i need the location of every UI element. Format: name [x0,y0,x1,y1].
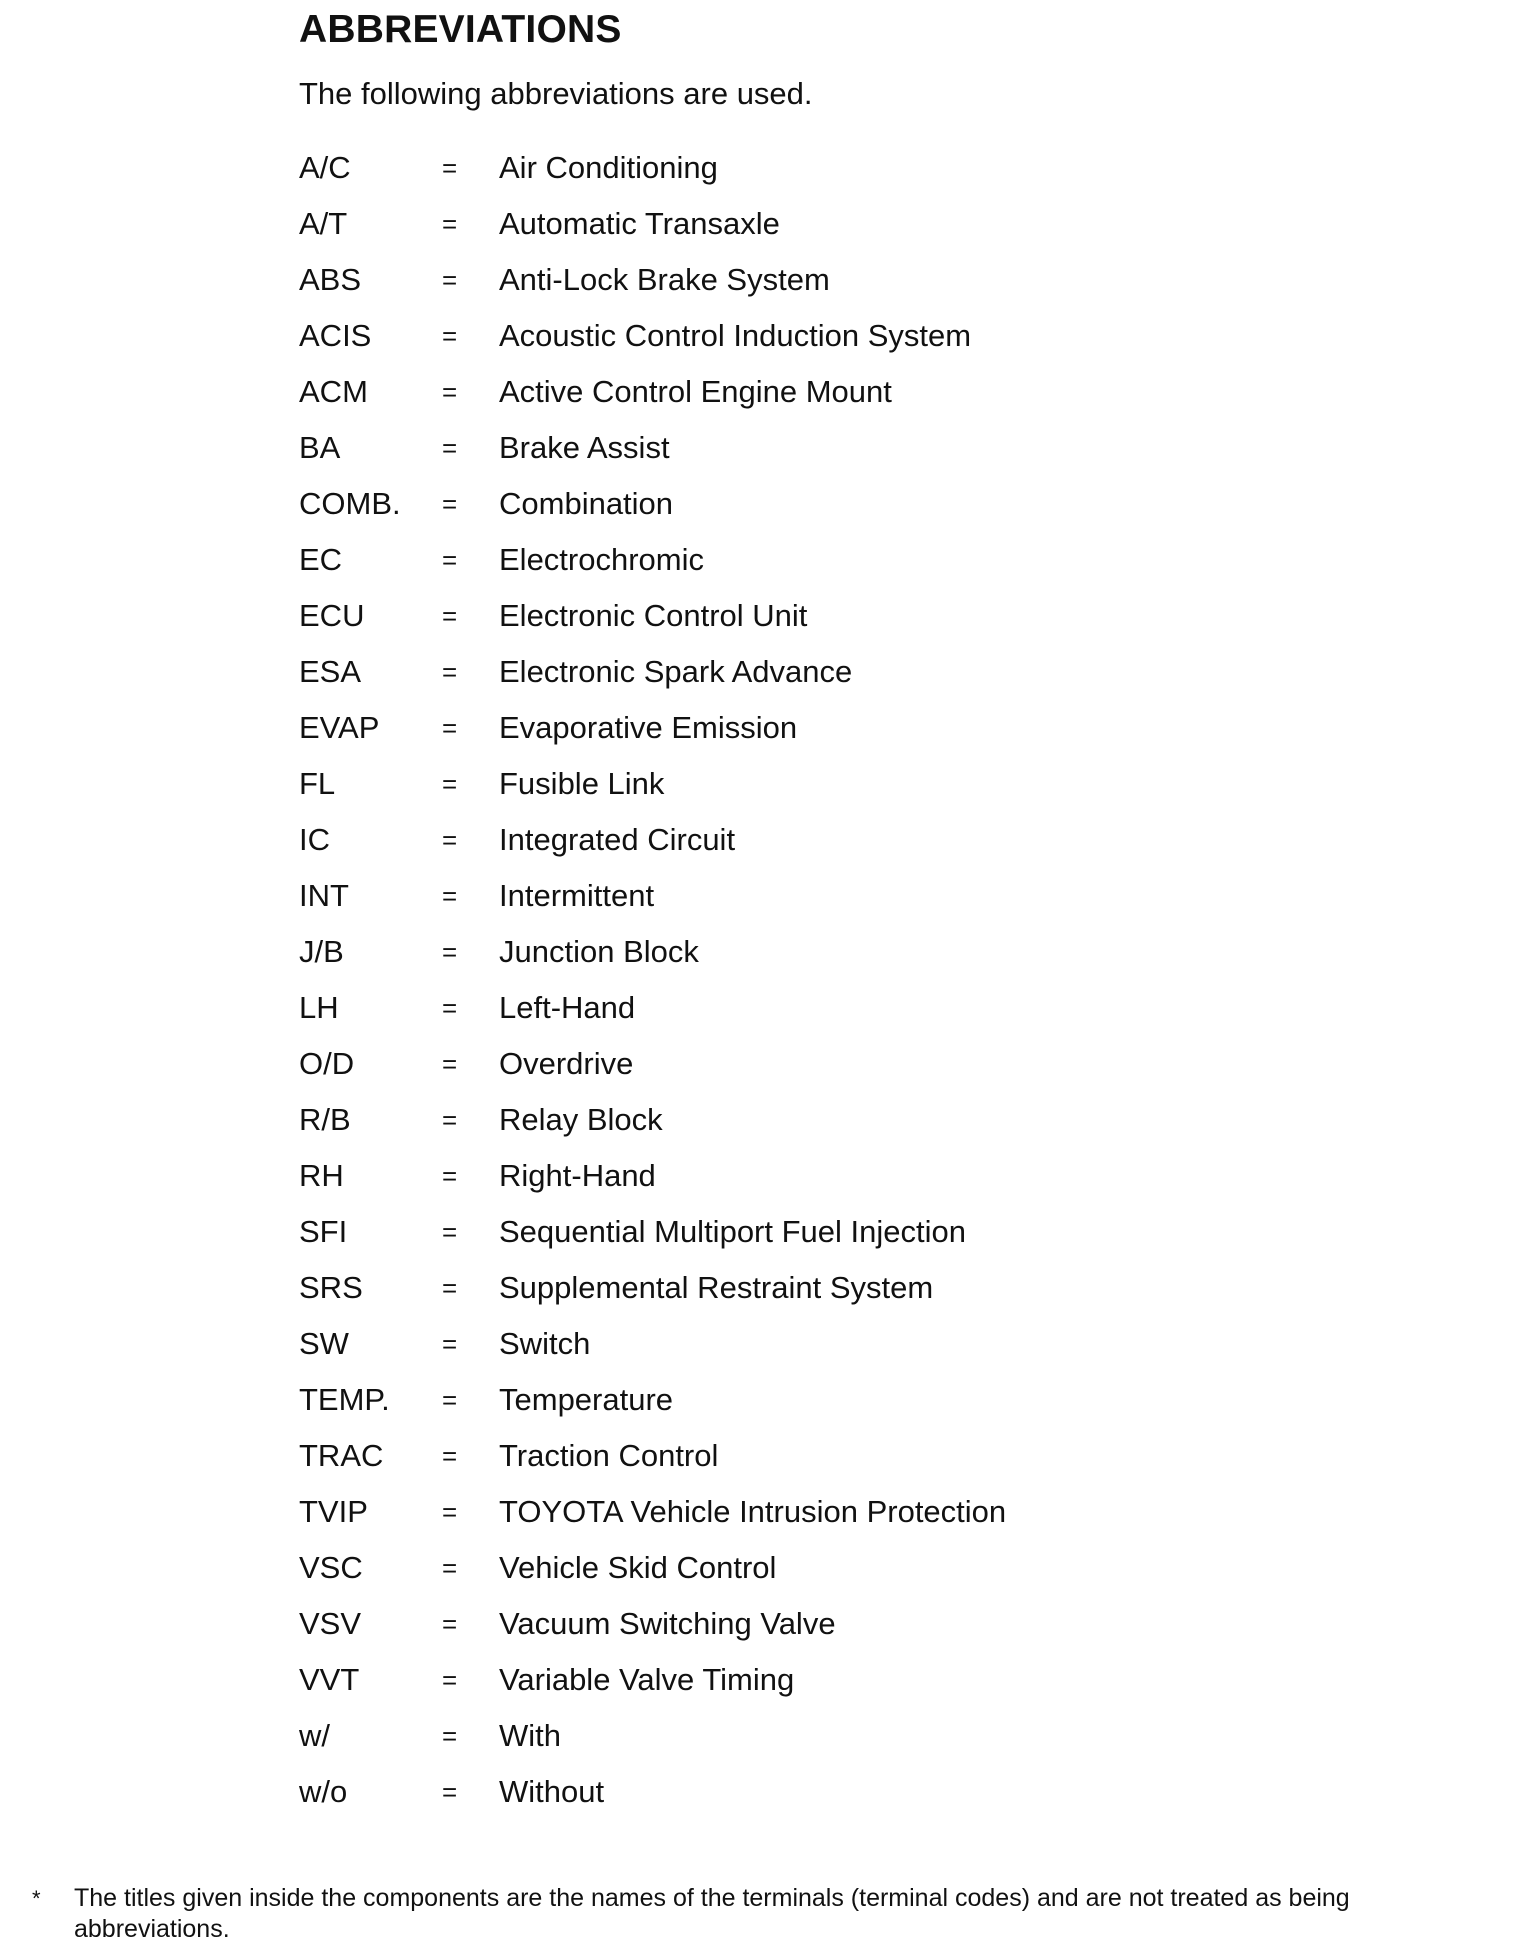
abbreviation-row [299,812,1006,868]
abbreviation-row [299,1204,1006,1260]
abbreviation-row [299,1092,1006,1148]
abbreviation-term: ESA [299,654,362,689]
equals-sign: = [442,1608,458,1639]
abbreviation-term: ACM [299,374,368,409]
abbreviation-term: VSC [299,1550,363,1585]
abbreviation-term: A/T [299,206,348,241]
abbreviation-term: RH [299,1158,344,1193]
abbreviation-definition: Sequential Multiport Fuel Injection [499,1214,966,1249]
abbreviation-definition: Electrochromic [499,542,704,577]
abbreviation-term: O/D [299,1046,355,1081]
abbreviation-row [299,476,1006,532]
equals-sign: = [442,824,458,855]
abbreviation-term: IC [299,822,330,857]
abbreviation-term: EVAP [299,710,380,745]
abbreviation-row [299,1764,1006,1820]
equals-sign: = [442,768,458,799]
abbreviation-definition: With [499,1718,561,1753]
abbreviation-term: SFI [299,1214,348,1249]
abbreviation-row [299,1596,1006,1652]
equals-sign: = [442,1496,458,1527]
equals-sign: = [442,208,458,239]
abbreviation-definition: Combination [499,486,674,521]
footnote-asterisk: * [32,1886,41,1911]
abbreviation-term: TEMP. [299,1382,390,1417]
footnote-text: The titles given inside the components are the names of the terminals (terminal codes) and are not treated as being abbreviations. [74,1884,1350,1943]
abbreviation-row [299,1372,1006,1428]
abbreviation-term: ABS [299,262,362,297]
abbreviation-row [299,1260,1006,1316]
abbreviation-row [299,1652,1006,1708]
equals-sign: = [442,1720,458,1751]
abbreviation-definition: Evaporative Emission [499,710,798,745]
abbreviation-term: COMB. [299,486,401,521]
abbreviation-term: w/o [299,1774,348,1809]
abbreviation-definition: TOYOTA Vehicle Intrusion Protection [499,1494,1007,1529]
abbreviation-definition: Integrated Circuit [499,822,736,857]
intro-text: The following abbreviations are used. [299,76,813,111]
equals-sign: = [442,1272,458,1303]
abbreviation-list [299,140,1006,1820]
abbreviation-row [299,1540,1006,1596]
equals-sign: = [442,1664,458,1695]
abbreviation-term: VVT [299,1662,360,1697]
equals-sign: = [442,1440,458,1471]
abbreviation-definition: Right-Hand [499,1158,656,1193]
equals-sign: = [442,1048,458,1079]
equals-sign: = [442,1328,458,1359]
abbreviation-definition: Supplemental Restraint System [499,1270,934,1305]
equals-sign: = [442,1552,458,1583]
abbreviation-term: J/B [299,934,344,969]
abbreviation-row [299,364,1006,420]
equals-sign: = [442,376,458,407]
equals-sign: = [442,600,458,631]
abbreviation-definition: Variable Valve Timing [499,1662,795,1697]
abbreviation-definition: Vacuum Switching Valve [499,1606,836,1641]
abbreviation-term: FL [299,766,336,801]
abbreviation-row [299,980,1006,1036]
equals-sign: = [442,432,458,463]
equals-sign: = [442,544,458,575]
abbreviation-row [299,252,1006,308]
abbreviation-row [299,1708,1006,1764]
equals-sign: = [442,1384,458,1415]
abbreviation-term: INT [299,878,349,913]
equals-sign: = [442,152,458,183]
abbreviation-row [299,700,1006,756]
abbreviation-row [299,1148,1006,1204]
abbreviation-definition: Electronic Control Unit [499,598,808,633]
abbreviation-row [299,1316,1006,1372]
abbreviation-row [299,420,1006,476]
abbreviation-term: TVIP [299,1494,368,1529]
abbreviation-definition: Overdrive [499,1046,634,1081]
abbreviation-row [299,140,1006,196]
abbreviation-row [299,868,1006,924]
equals-sign: = [442,1776,458,1807]
equals-sign: = [442,1160,458,1191]
abbreviation-row [299,588,1006,644]
equals-sign: = [442,992,458,1023]
abbreviation-row [299,532,1006,588]
abbreviation-definition: Vehicle Skid Control [499,1550,777,1585]
abbreviation-definition: Without [499,1774,605,1809]
abbreviation-definition: Switch [499,1326,591,1361]
abbreviation-definition: Temperature [499,1382,674,1417]
abbreviation-definition: Acoustic Control Induction System [499,318,972,353]
abbreviation-term: EC [299,542,343,577]
equals-sign: = [442,656,458,687]
abbreviation-row [299,924,1006,980]
abbreviation-term: VSV [299,1606,362,1641]
abbreviation-definition: Anti-Lock Brake System [499,262,830,297]
abbreviation-row [299,1036,1006,1092]
abbreviation-term: R/B [299,1102,351,1137]
abbreviation-definition: Junction Block [499,934,699,969]
abbreviation-definition: Relay Block [499,1102,663,1137]
equals-sign: = [442,712,458,743]
equals-sign: = [442,1104,458,1135]
equals-sign: = [442,880,458,911]
abbreviation-term: w/ [299,1718,330,1753]
footnote [28,1883,1488,1945]
abbreviation-row [299,1484,1006,1540]
equals-sign: = [442,488,458,519]
abbreviation-definition: Intermittent [499,878,655,913]
abbreviation-definition: Active Control Engine Mount [499,374,892,409]
abbreviation-term: LH [299,990,339,1025]
abbreviation-definition: Air Conditioning [499,150,718,185]
abbreviation-definition: Brake Assist [499,430,670,465]
abbreviation-term: BA [299,430,341,465]
abbreviation-row [299,756,1006,812]
abbreviation-definition: Electronic Spark Advance [499,654,853,689]
abbreviation-term: SRS [299,1270,363,1305]
abbreviation-row [299,644,1006,700]
abbreviation-term: SW [299,1326,349,1361]
abbreviation-term: ECU [299,598,365,633]
abbreviation-row [299,1428,1006,1484]
abbreviation-term: A/C [299,150,351,185]
equals-sign: = [442,1216,458,1247]
abbreviation-row [299,308,1006,364]
equals-sign: = [442,320,458,351]
abbreviation-definition: Fusible Link [499,766,665,801]
equals-sign: = [442,264,458,295]
abbreviation-term: ACIS [299,318,372,353]
abbreviation-definition: Left-Hand [499,990,636,1025]
equals-sign: = [442,936,458,967]
abbreviation-definition: Automatic Transaxle [499,206,780,241]
page-title: ABBREVIATIONS [299,8,622,51]
abbreviation-definition: Traction Control [499,1438,719,1473]
abbreviation-term: TRAC [299,1438,384,1473]
abbreviation-row [299,196,1006,252]
